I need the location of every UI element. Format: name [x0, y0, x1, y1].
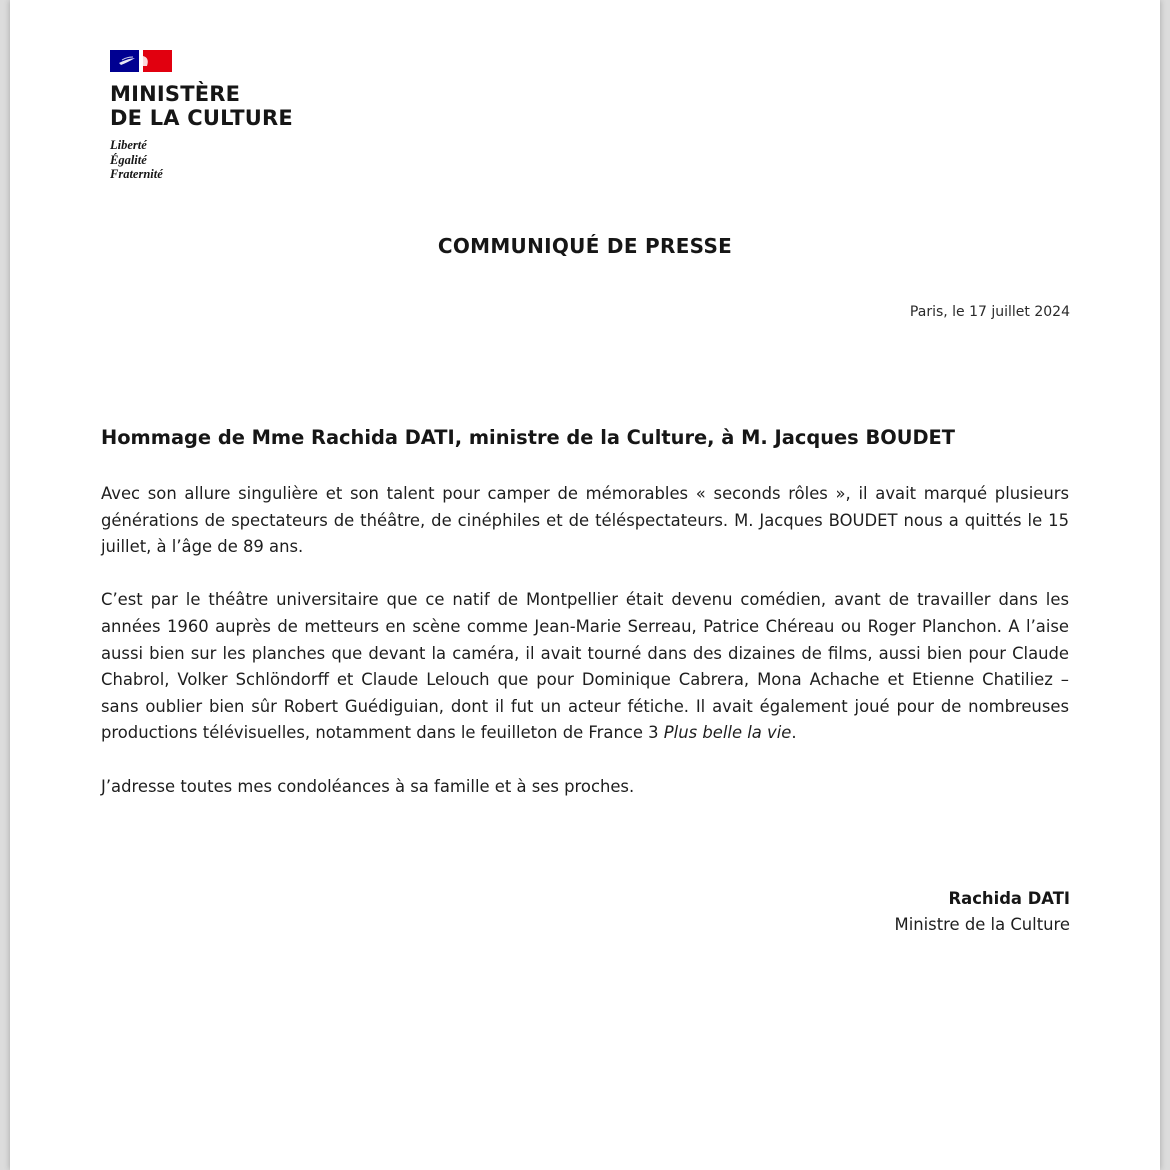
- motto-liberte: Liberté: [110, 138, 147, 152]
- paragraph-2-text: C’est par le théâtre universitaire que ce natif de Montpellier était devenu comédien, avant de travailler dans les années 1960 auprès de metteurs en scène comme Jean-Marie Serreau, Patrice Chéreau ou Roger Planchon. A l’aise aussi bien sur les planches que devant la caméra, il avait tourné dans des dizaines de films, aussi bien pour Claude Chabrol, Volker Schlöndorff et Claude Lelouch que pour Dominique Cabrera, Mona Achache et Etienne Chatiliez – sans oublier bien sûr Robert Guédiguian, dont il fut un acteur fétiche. Il avait également joué pour de nombreuses productions télévisuelles, notamment dans le feuilleton de France 3: [101, 590, 1069, 743]
- paragraph-2: [101, 587, 1069, 747]
- signature-title: Ministre de la Culture: [894, 915, 1070, 934]
- document-page: [10, 0, 1160, 1170]
- body-text: [101, 481, 1069, 800]
- signature-block: [895, 886, 1070, 938]
- paragraph-1: Avec son allure singulière et son talent pour camper de mémorables « seconds rôles », il avait marqué plusieurs générations de spectateurs de théâtre, de cinéphiles et de téléspectateurs. M. Jacques BOUDET nous a quittés le 15 juillet, à l’âge de 89 ans.: [101, 484, 1069, 557]
- signature-name: Rachida DATI: [948, 889, 1070, 908]
- motto-fraternite: Fraternité: [110, 167, 163, 181]
- series-title: Plus belle la vie: [663, 723, 792, 743]
- paragraph-3: J’adresse toutes mes condoléances à sa famille et à ses proches.: [101, 776, 635, 796]
- paragraph-2-end: .: [791, 723, 797, 743]
- republic-motto: [110, 138, 293, 182]
- motto-egalite: Égalité: [110, 152, 147, 167]
- ministry-name-line2: DE LA CULTURE: [110, 106, 293, 130]
- headline: Hommage de Mme Rachida DATI, ministre de la Culture, à M. Jacques BOUDET: [101, 426, 956, 449]
- release-date: Paris, le 17 juillet 2024: [909, 304, 1070, 320]
- republic-flag-icon: [110, 50, 172, 72]
- press-release-title: COMMUNIQUÉ DE PRESSE: [437, 234, 733, 258]
- ministry-name-line1: MINISTÈRE: [110, 82, 241, 106]
- ministry-name: [110, 82, 293, 130]
- ministry-logo: [110, 50, 293, 182]
